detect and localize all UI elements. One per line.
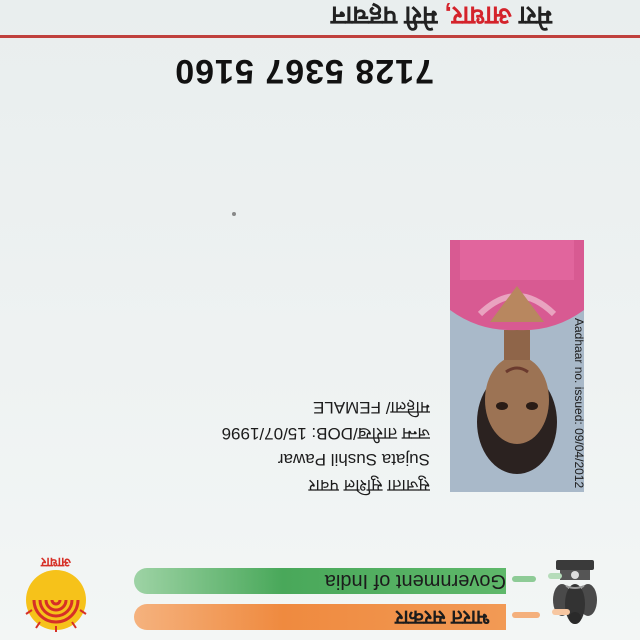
svg-text:आधार: आधार: [41, 555, 71, 570]
card-header: [0, 548, 640, 640]
portrait-photo: [450, 240, 584, 492]
slogan-part3: मेरी: [404, 1, 438, 31]
speck: [232, 212, 236, 216]
govt-hindi: भारत सरकार: [395, 606, 490, 628]
gender-line: महिला/ FEMALE: [313, 398, 430, 417]
issued-date: Aadhaar no. issued: 09/04/2012: [572, 318, 586, 489]
name-english: Sujata Sushil Pawar: [277, 450, 430, 469]
stripe-tail: [552, 609, 570, 615]
holder-details: [222, 394, 430, 498]
aadhaar-logo-icon: [18, 554, 94, 634]
ashoka-emblem-icon: [548, 554, 602, 634]
slogan-part1: मेरा: [519, 1, 552, 31]
slogan-part2: आधार,: [444, 1, 512, 31]
govt-english: Government of India: [324, 570, 506, 592]
stripe-tail: [512, 576, 536, 582]
portrait-icon: [450, 240, 584, 492]
slogan-part4: पहचान: [331, 1, 398, 31]
stripe-tail: [548, 573, 562, 579]
stripe-tail: [512, 612, 540, 618]
red-divider: [0, 35, 640, 38]
aadhaar-number: 7128 5367 5160: [174, 52, 434, 90]
name-hindi: सुजाता सुशिल पवार: [308, 476, 430, 495]
dob-line: जन्म तारीख/DOB: 15/07/1996: [221, 424, 430, 443]
slogan: [331, 0, 552, 32]
